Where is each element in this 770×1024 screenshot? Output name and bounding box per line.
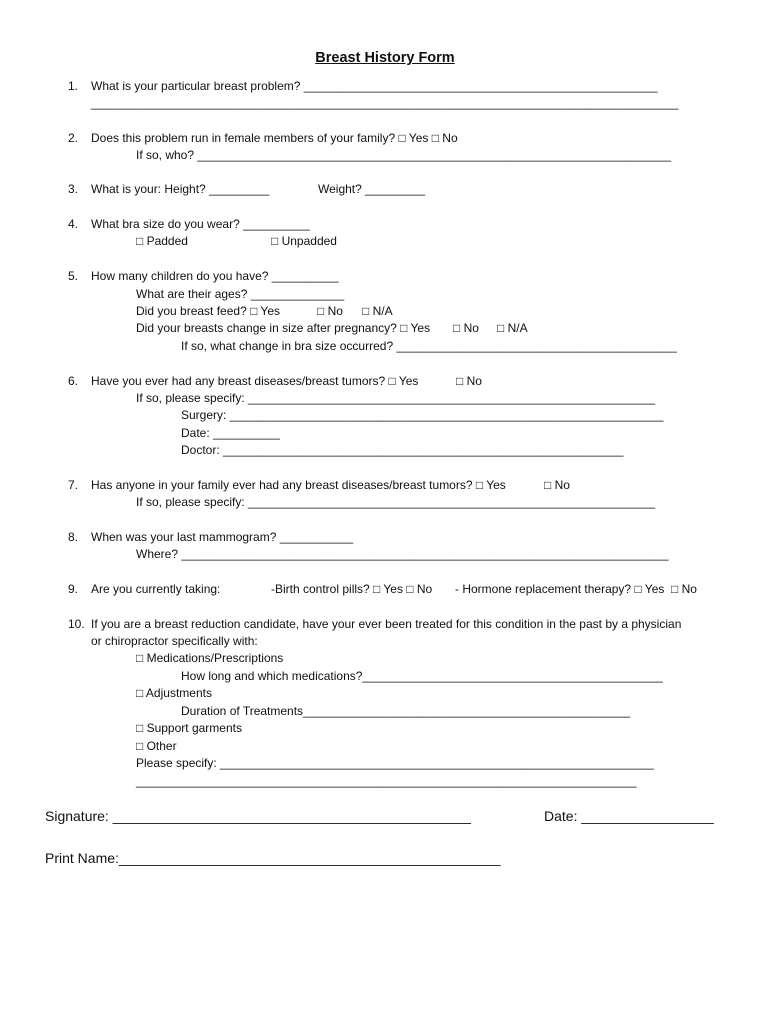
q10-specify-line2[interactable]: ___________________________________________________________________________ [136, 774, 637, 788]
q2-number: 2. [68, 131, 79, 145]
q10-medications-detail[interactable]: How long and which medications?_____________________________________________ [181, 669, 663, 683]
q7-number: 7. [68, 478, 79, 492]
q3-number: 3. [68, 182, 79, 196]
q5-feed-no[interactable]: □ No [317, 304, 343, 318]
q4-number: 4. [68, 217, 79, 231]
q5-change-yes[interactable]: Did your breasts change in size after pregnancy? □ Yes [136, 321, 431, 335]
q6-specify[interactable]: If so, please specify: _____________________________________________________________ [136, 391, 656, 405]
q7-no-checkbox[interactable]: □ No [544, 478, 570, 492]
q5-feed-yes[interactable]: Did you breast feed? □ Yes [136, 304, 281, 318]
q5-text[interactable]: How many children do you have? __________ [91, 269, 339, 283]
q9-text: Are you currently taking: [91, 582, 221, 596]
q6-number: 6. [68, 374, 79, 388]
print-name-field[interactable]: Print Name:_________________________________________________ [45, 850, 501, 866]
q5-ages[interactable]: What are their ages? ______________ [136, 287, 345, 301]
q5-bra-change[interactable]: If so, what change in bra size occurred? __________________________________________ [181, 339, 677, 353]
q7-text[interactable]: Has anyone in your family ever had any breast diseases/breast tumors? □ Yes [91, 478, 506, 492]
q9-hormone[interactable]: - Hormone replacement therapy? □ Yes □ No [455, 582, 697, 596]
q9-number: 9. [68, 582, 79, 596]
form-title: Breast History Form [315, 50, 455, 66]
q10-support-checkbox[interactable]: □ Support garments [136, 721, 242, 735]
q6-surgery[interactable]: Surgery: _________________________________________________________________ [181, 408, 664, 422]
date-field[interactable]: Date: _________________ [544, 808, 714, 824]
q8-where[interactable]: Where? _________________________________________________________________________ [136, 547, 669, 561]
q6-no-checkbox[interactable]: □ No [456, 374, 482, 388]
q2-who[interactable]: If so, who? _______________________________________________________________________ [136, 148, 672, 162]
q5-change-na[interactable]: □ N/A [497, 321, 528, 335]
q10-adjustments-checkbox[interactable]: □ Adjustments [136, 686, 212, 700]
q8-number: 8. [68, 530, 79, 544]
q5-feed-na[interactable]: □ N/A [362, 304, 393, 318]
q6-text[interactable]: Have you ever had any breast diseases/breast tumors? □ Yes [91, 374, 419, 388]
q10-adjustments-detail[interactable]: Duration of Treatments_________________________________________________ [181, 704, 631, 718]
q1-number: 1. [68, 79, 79, 93]
q1-text[interactable]: What is your particular breast problem? _____________________________________________________ [91, 79, 658, 93]
q6-date[interactable]: Date: __________ [181, 426, 280, 440]
q6-doctor[interactable]: Doctor: ____________________________________________________________ [181, 443, 624, 457]
q9-birth-control[interactable]: -Birth control pills? □ Yes □ No [271, 582, 433, 596]
q3-weight[interactable]: Weight? _________ [318, 182, 426, 196]
q10-text2: or chiropractor specifically with: [91, 634, 258, 648]
q1-line2[interactable]: ________________________________________________________________________________________ [91, 96, 679, 110]
q4-unpadded-checkbox[interactable]: □ Unpadded [271, 234, 337, 248]
q5-number: 5. [68, 269, 79, 283]
q10-text: If you are a breast reduction candidate, have your ever been treated for this condition in the past by a physician [91, 617, 682, 631]
q2-text[interactable]: Does this problem run in female members of your family? □ Yes □ No [91, 131, 458, 145]
q5-change-no[interactable]: □ No [453, 321, 479, 335]
q3-height[interactable]: What is your: Height? _________ [91, 182, 270, 196]
q10-specify[interactable]: Please specify: _________________________________________________________________ [136, 756, 654, 770]
q10-other-checkbox[interactable]: □ Other [136, 739, 177, 753]
q4-text[interactable]: What bra size do you wear? __________ [91, 217, 310, 231]
q10-medications-checkbox[interactable]: □ Medications/Prescriptions [136, 651, 284, 665]
q7-specify[interactable]: If so, please specify: _____________________________________________________________ [136, 495, 656, 509]
q10-number: 10. [68, 617, 85, 631]
q4-padded-checkbox[interactable]: □ Padded [136, 234, 188, 248]
q8-text[interactable]: When was your last mammogram? ___________ [91, 530, 354, 544]
signature-field[interactable]: Signature: ______________________________________________ [45, 808, 471, 824]
